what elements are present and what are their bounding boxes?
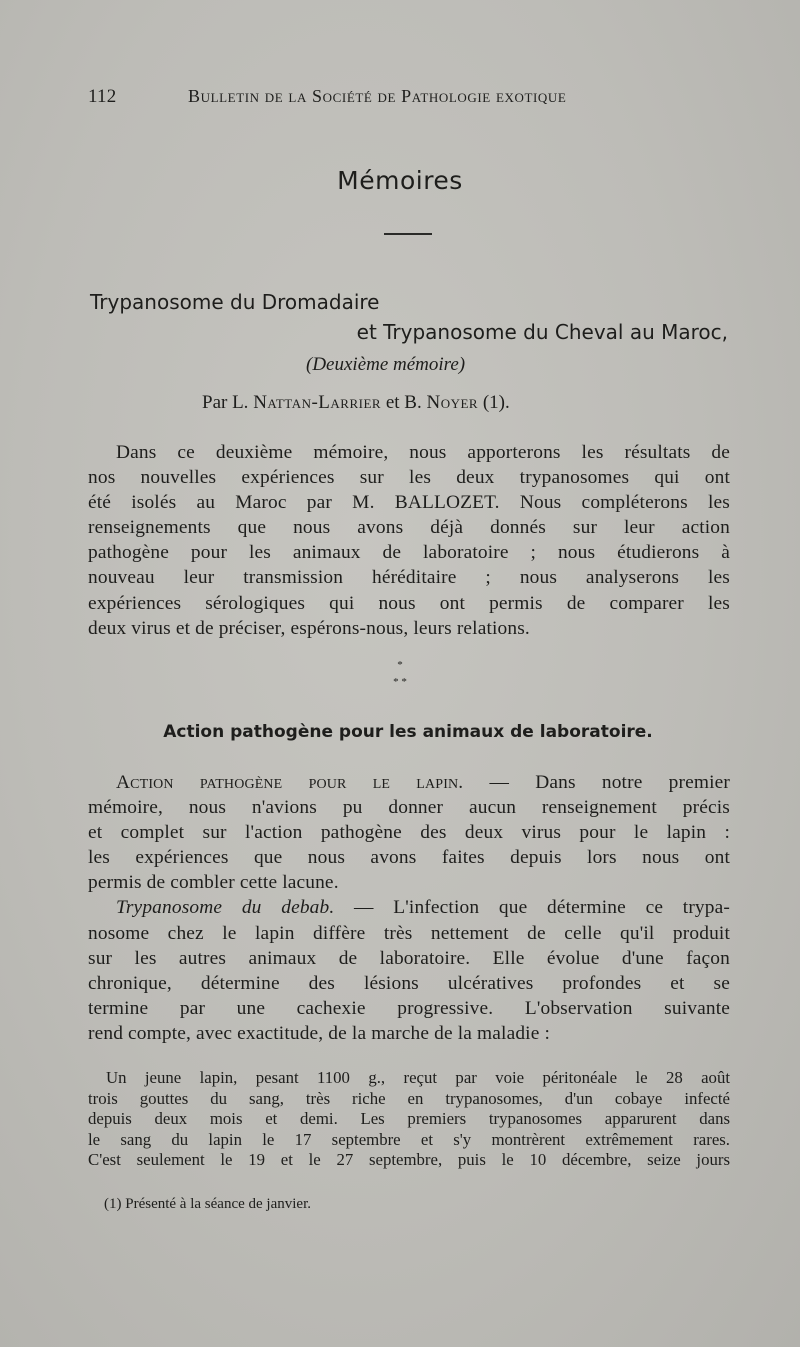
observation-line: le sang du lapin le 17 septembre et s'y montrèrent extrêmement rares. bbox=[88, 1129, 730, 1149]
authors-line bbox=[202, 392, 510, 414]
page-number: 112 bbox=[88, 86, 117, 107]
para-line-rest: — L'infection que détermine ce trypa- bbox=[334, 897, 730, 919]
article-title-line1: Trypanosome du Dromadaire bbox=[90, 290, 380, 314]
intro-line: deux virus et de préciser, espérons-nous, leurs relations. bbox=[88, 617, 530, 639]
asterism bbox=[0, 660, 800, 688]
intro-line: nouveau leur transmission héréditaire ; nous analyserons les bbox=[88, 567, 730, 589]
rabbit-paragraph bbox=[88, 770, 730, 1046]
article-title-line2: et Trypanosome du Cheval au Maroc, bbox=[356, 320, 728, 344]
intro-line: expériences sérologiques qui nous ont permis de comparer les bbox=[88, 592, 730, 614]
author-1: Nattan-Larrier bbox=[253, 392, 382, 413]
para-line bbox=[88, 895, 730, 920]
observation-line: C'est seulement le 19 et le 27 septembre, puis le 10 décembre, seize jours bbox=[88, 1150, 730, 1169]
authors-mid: et B. bbox=[381, 392, 427, 413]
observation-line: trois gouttes du sang, très riche en trypanosomes, d'un cobaye infecté bbox=[88, 1088, 730, 1108]
observation-line: depuis deux mois et demi. Les premiers trypanosomes apparurent dans bbox=[88, 1109, 730, 1128]
paragraph-lead: Trypanosome du debab. bbox=[116, 897, 335, 919]
para-line: chronique, détermine des lésions ulcératives profondes et se bbox=[88, 972, 730, 994]
author-2: Noyer bbox=[426, 392, 479, 413]
asterism-top: * bbox=[397, 659, 403, 671]
para-line: permis de combler cette lacune. bbox=[88, 872, 339, 894]
subheading: Action pathogène pour les animaux de laboratoire. bbox=[163, 722, 653, 742]
intro-line: renseignements que nous avons déjà donnés sur leur action bbox=[88, 517, 730, 539]
para-line: les expériences que nous avons faites depuis lors nous ont bbox=[88, 847, 730, 869]
paragraph-lead: Action pathogène pour le lapin. bbox=[116, 772, 464, 793]
para-line: termine par une cachexie progressive. L'observation suivante bbox=[88, 997, 730, 1019]
asterism-bottom: * * bbox=[393, 676, 407, 688]
observation-line: Un jeune lapin, pesant 1100 g., reçut par voie péritonéale le 28 août bbox=[106, 1068, 730, 1087]
para-line: sur les autres animaux de laboratoire. Elle évolue d'une façon bbox=[88, 947, 730, 969]
observation-paragraph bbox=[88, 1068, 730, 1171]
intro-paragraph bbox=[88, 440, 730, 641]
article-subtitle: (Deuxième mémoire) bbox=[306, 354, 466, 375]
para-line bbox=[88, 770, 730, 795]
intro-line: Dans ce deuxième mémoire, nous apporterons les résultats de bbox=[116, 442, 730, 463]
footnote: (1) Présenté à la séance de janvier. bbox=[104, 1196, 311, 1212]
para-line: mémoire, nous n'avions pu donner aucun renseignement précis bbox=[88, 797, 730, 819]
para-line: nosome chez le lapin diffère très nettement de celle qu'il produit bbox=[88, 922, 730, 944]
section-title: Mémoires bbox=[337, 166, 463, 195]
footnote-ref: (1). bbox=[478, 392, 510, 413]
running-title: Bulletin de la Société de Pathologie exotique bbox=[188, 86, 567, 106]
para-line-rest: — Dans notre premier bbox=[463, 772, 730, 793]
para-line: rend compte, avec exactitude, de la marche de la maladie : bbox=[88, 1022, 550, 1044]
title-rule bbox=[384, 233, 432, 235]
intro-line: pathogène pour les animaux de laboratoire ; nous étudierons à bbox=[88, 542, 730, 564]
authors-prefix: Par L. bbox=[202, 392, 254, 413]
intro-line: nos nouvelles expériences sur les deux trypanosomes qui ont bbox=[88, 467, 730, 489]
para-line: et complet sur l'action pathogène des deux virus pour le lapin : bbox=[88, 822, 730, 844]
intro-line: été isolés au Maroc par M. BALLOZET. Nous compléterons les bbox=[88, 492, 730, 514]
